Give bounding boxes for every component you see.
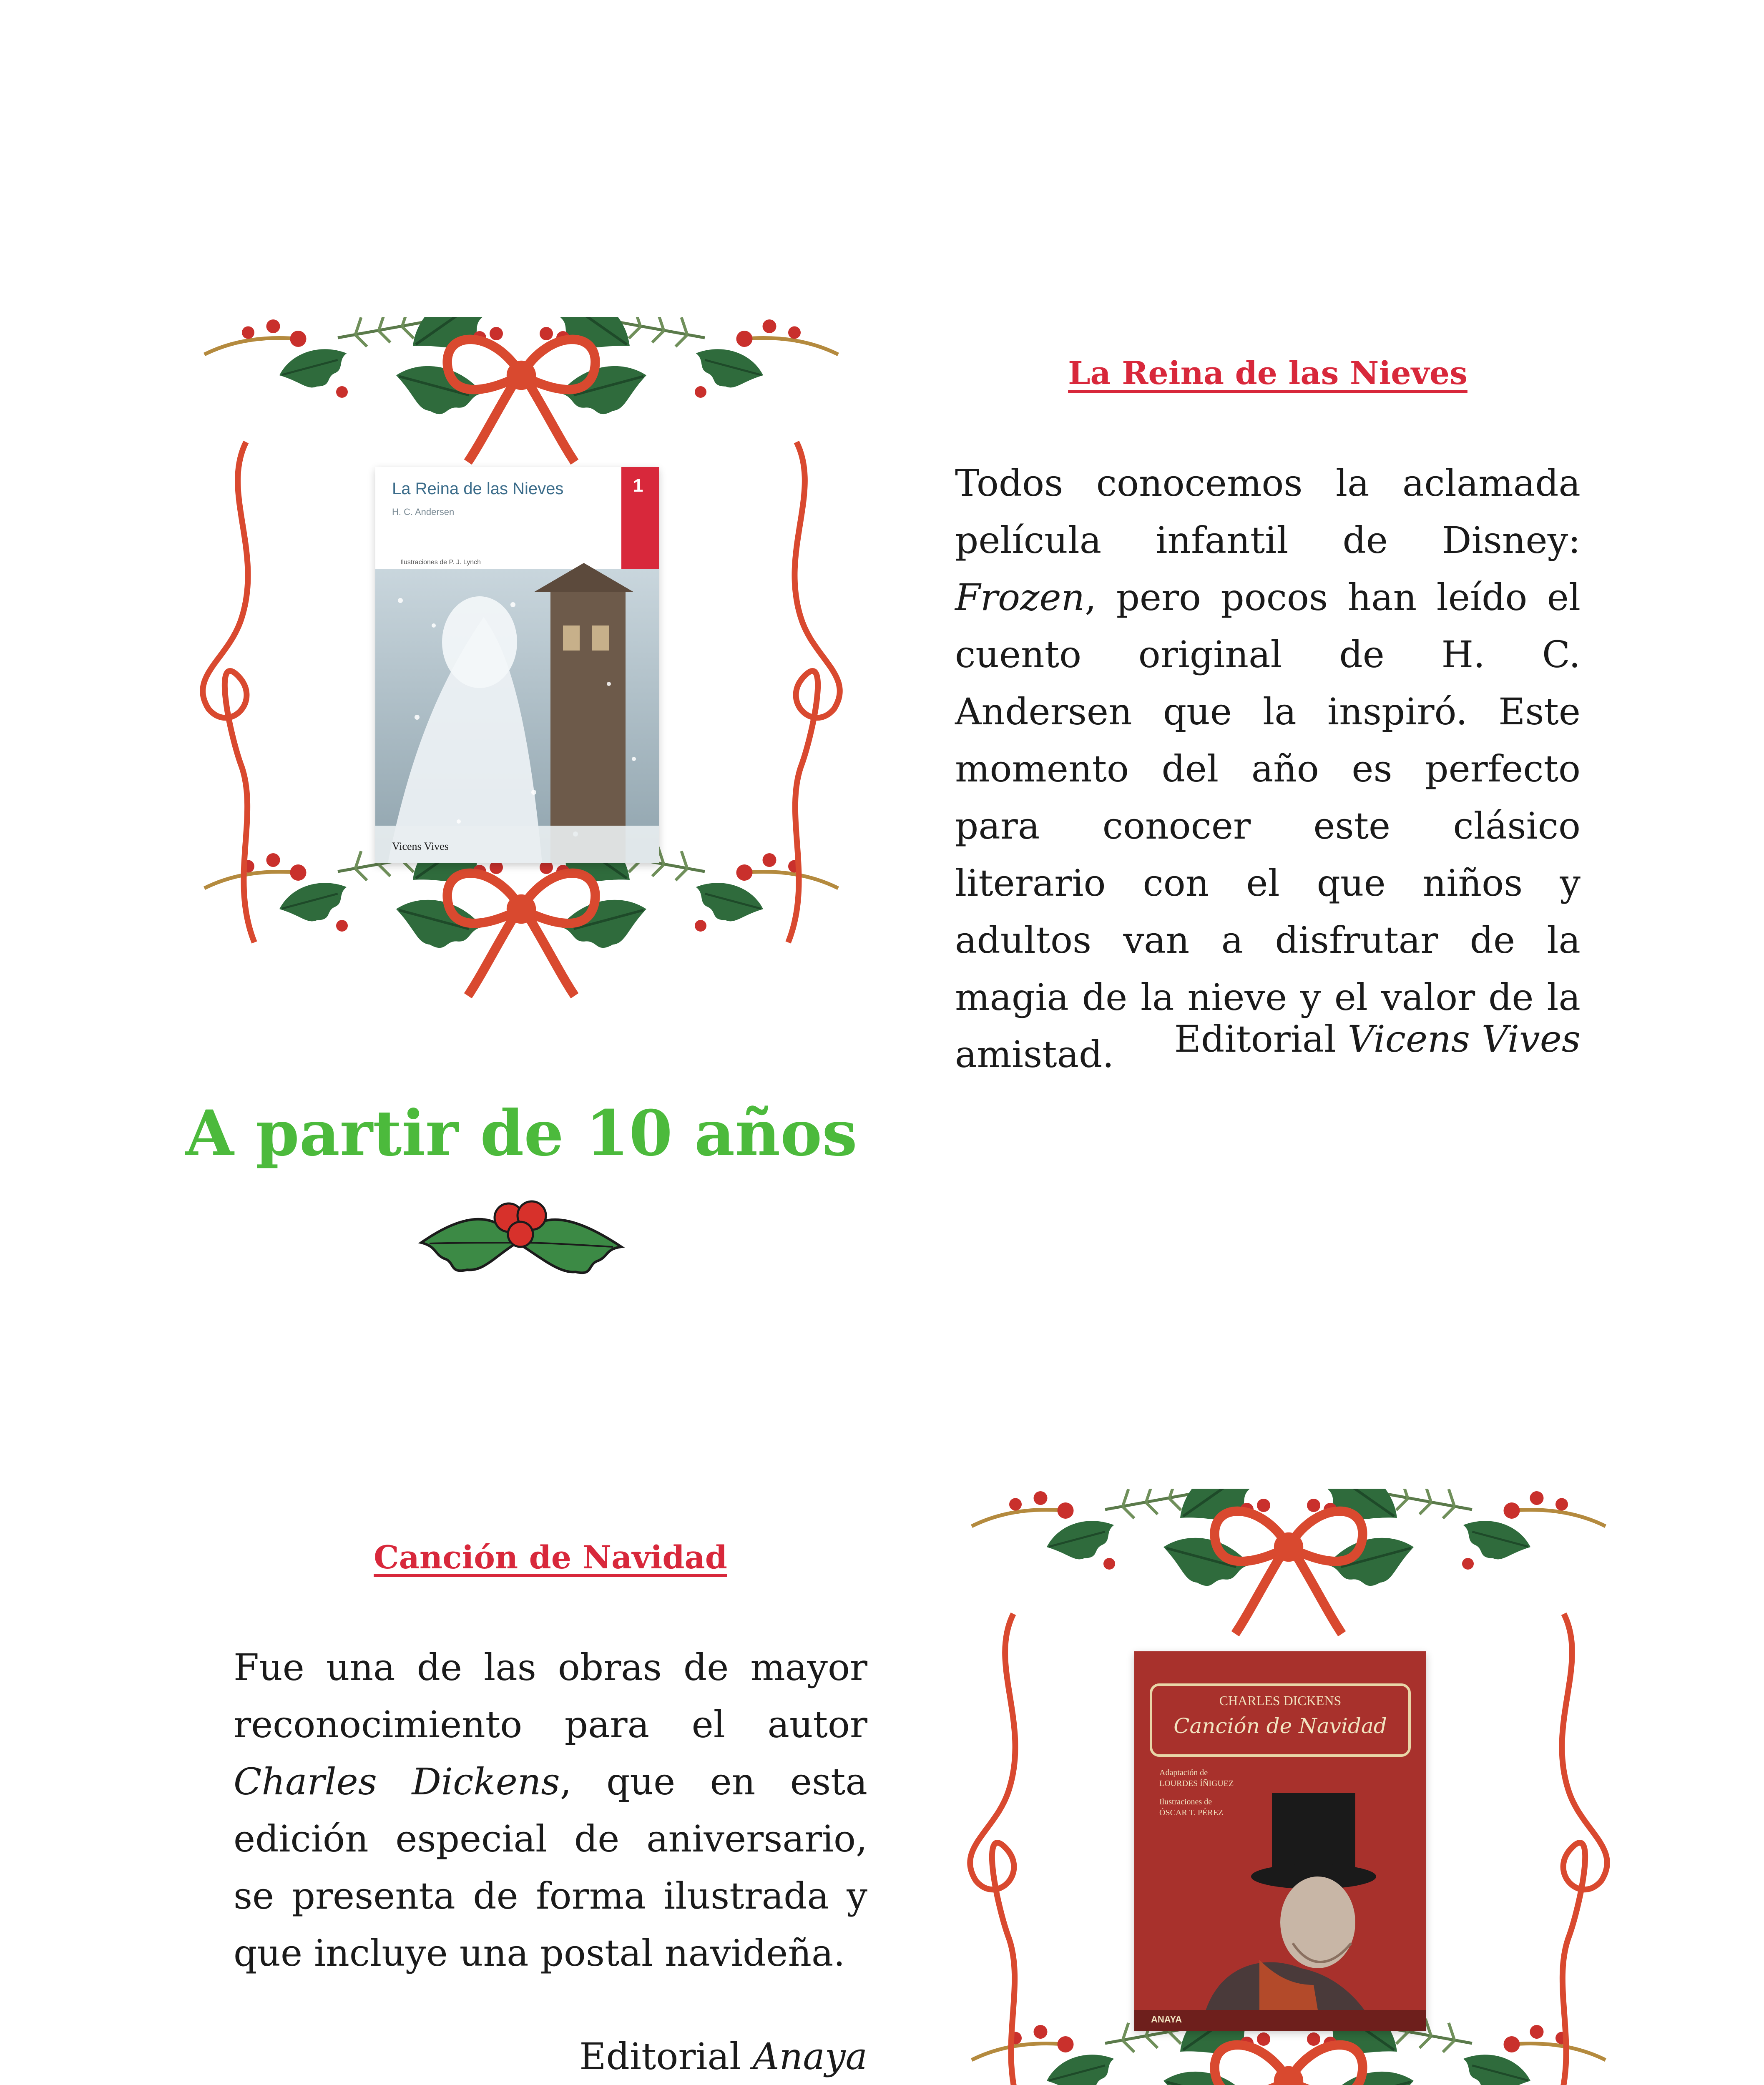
book1-title: La Reina de las Nieves — [1068, 354, 1467, 392]
book2-cover-adapter: LOURDES ÍÑIGUEZ — [1159, 1779, 1234, 1788]
age-heading: A partir de 10 años — [185, 1097, 857, 1170]
holly-leaves-icon — [413, 1193, 630, 1289]
book2-description — [234, 1639, 867, 1982]
book1-description — [955, 455, 1581, 1083]
book2-cover-illustrator-label: Ilustraciones de — [1159, 1797, 1212, 1806]
book2-cover — [1134, 1651, 1426, 2031]
book1-description-part-1: Todos conocemos la aclamada película infantil de Disney: — [955, 462, 1581, 562]
book1-description-part-3: , pero pocos han leído el cuento original de H. C. Andersen que la inspiró. Este momento del año es perfecto para conocer este clásico literario con el que niños y adultos van a disfrutar de la magia de la nieve y el valor de la amistad. — [955, 576, 1581, 1076]
book1-cover-publisher-logo: Vicens Vives — [392, 840, 449, 852]
book1-description-part-2: Frozen — [955, 576, 1085, 619]
book1-cover-illustrator: Ilustraciones de P. J. Lynch — [400, 559, 481, 566]
book1-publisher: Vicens Vives — [1347, 1017, 1581, 1060]
book1-cover-title: La Reina de las Nieves — [392, 480, 564, 498]
book2-description-part-3: , que en esta edición especial de aniversario, se presenta de forma ilustrada y que incluye una postal navideña. — [234, 1760, 867, 1974]
book1-cover — [375, 467, 659, 863]
book1-editorial — [955, 1017, 1581, 1060]
book2-title: Canción de Navidad — [374, 1539, 727, 1576]
book2-cover-publisher-logo: ANAYA — [1151, 2014, 1182, 2025]
book2-editorial — [234, 2035, 867, 2078]
book2-cover-adapter-label: Adaptación de — [1159, 1768, 1208, 1777]
book1-cover-author: H. C. Andersen — [392, 507, 455, 517]
book1-cover-number: 1 — [633, 475, 643, 496]
book2-description-part-2: Charles Dickens — [234, 1760, 560, 1803]
book2-editorial-label: Editorial — [579, 2035, 753, 2078]
book1-editorial-label: Editorial — [1174, 1017, 1348, 1060]
book2-cover-illustrator: ÓSCAR T. PÉREZ — [1159, 1808, 1224, 1817]
book2-cover-title: Canción de Navidad — [1173, 1714, 1387, 1738]
book1-cover-collection: CUCAÑA — [609, 508, 622, 559]
book2-cover-author: CHARLES DICKENS — [1219, 1693, 1342, 1708]
book2-publisher: Anaya — [753, 2035, 867, 2078]
book2-description-part-1: Fue una de las obras de mayor reconocimiento para el autor — [234, 1646, 867, 1746]
